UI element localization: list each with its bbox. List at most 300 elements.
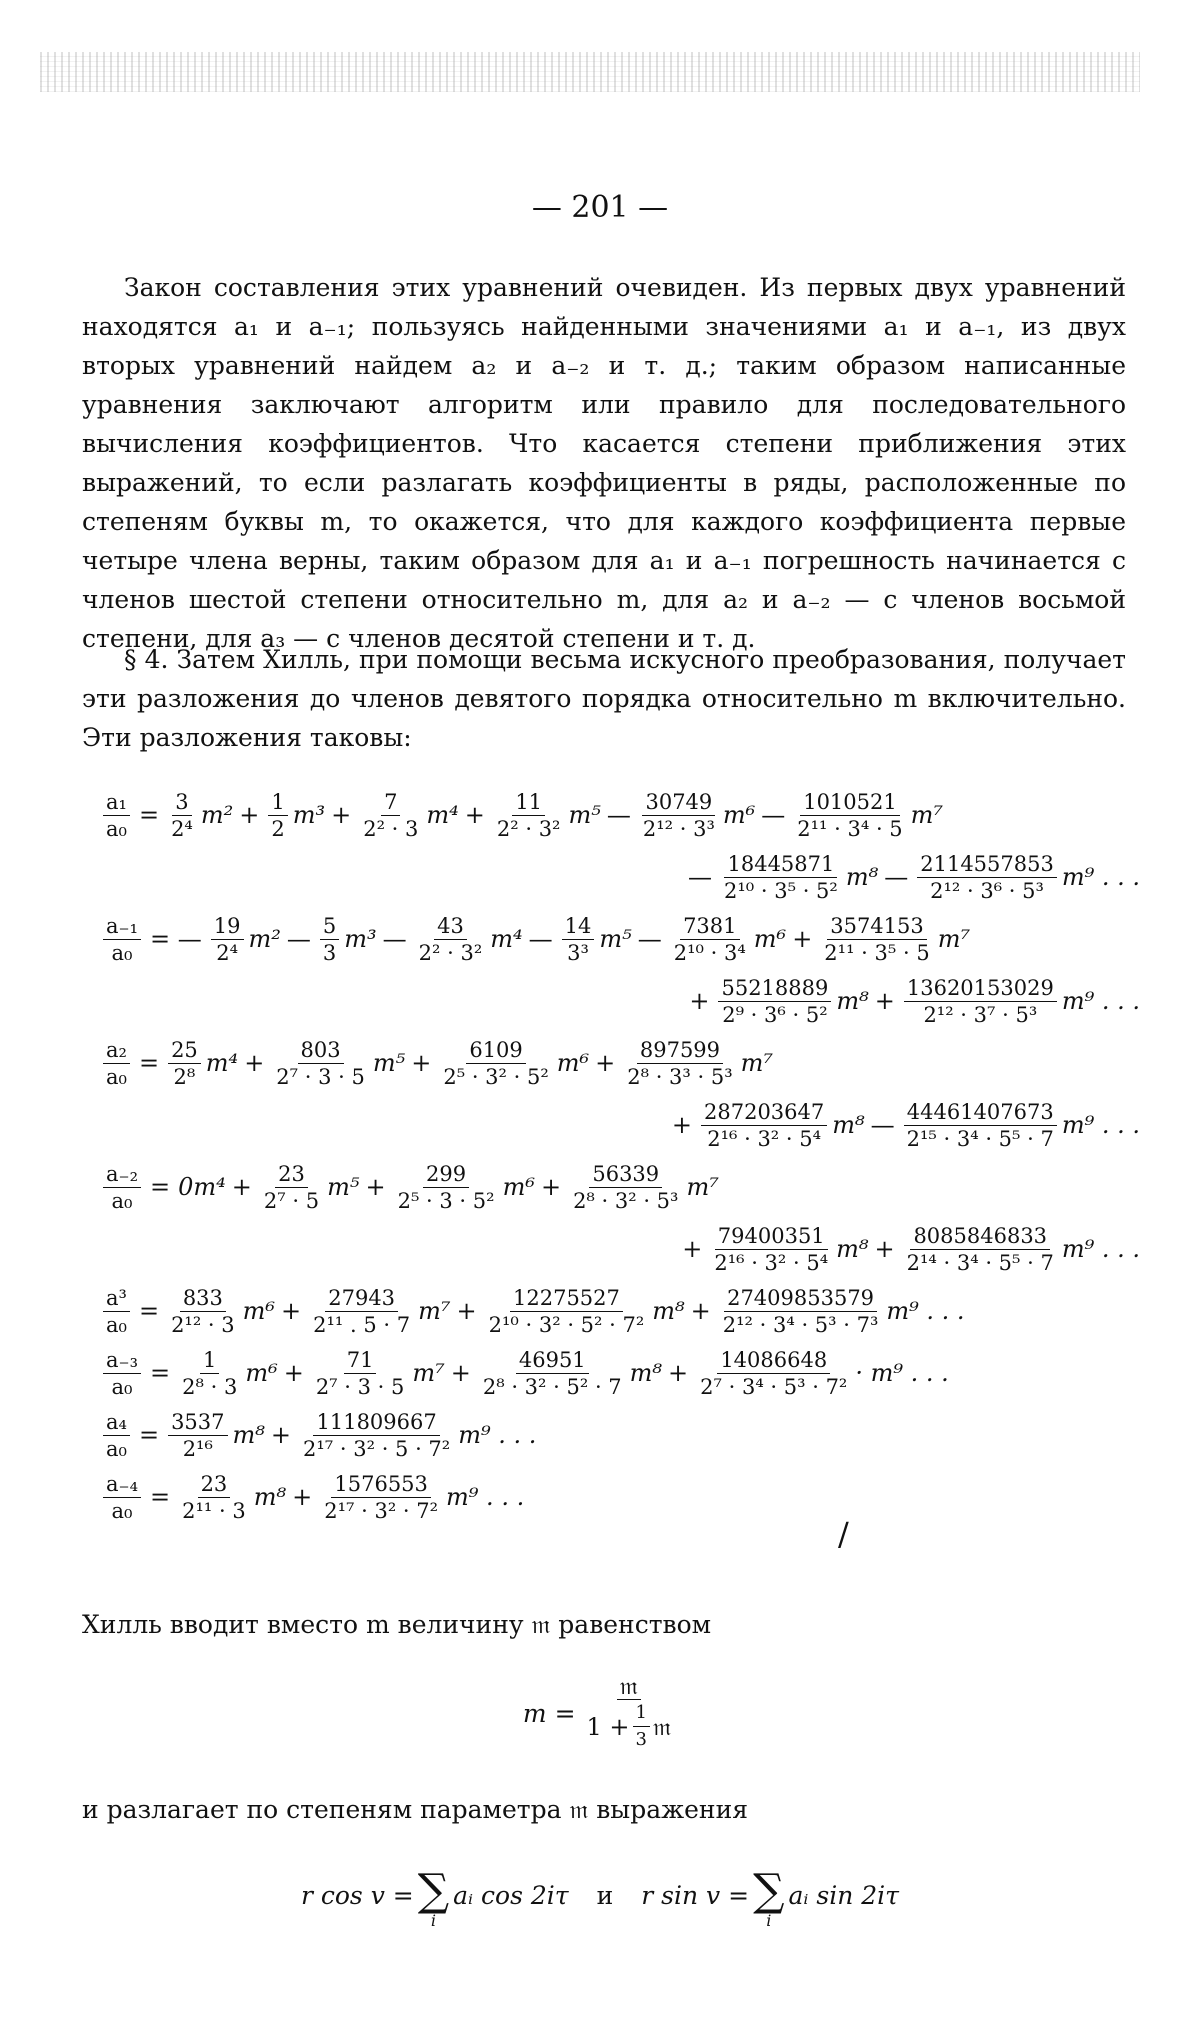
- equation-1-cont-term-0-m: m⁸: [836, 987, 869, 1015]
- equation-3-cont-term-0-frac-num: 79400351: [715, 1223, 828, 1250]
- equation-4-term-0: [133, 1285, 275, 1338]
- equation-1-cont-term-0-frac-den: 2⁹ · 3⁶ · 5²: [722, 1002, 828, 1027]
- equation-1-term-0-frac-den: 2⁴: [216, 940, 239, 965]
- equation-2-cont-term-0: [666, 1099, 865, 1152]
- paragraph-2: § 4. Затем Хилль, при помощи весьма искусного преобразования, получает эти разложения до членов девятого порядка относительно m включительно. Эти разложения таковы:: [82, 645, 1126, 752]
- equation-2-term-1: [238, 1037, 405, 1090]
- equation-1-term-1-frac-den: 3: [322, 940, 337, 965]
- equation-7-term-0-frac-den: 2¹¹ · 3: [182, 1498, 246, 1523]
- equation-4-term-2-frac-den: 2¹⁰ · 3² · 5² · 7²: [488, 1312, 645, 1337]
- equation-line-5: [100, 1338, 1140, 1408]
- paragraph-3-container: [82, 1605, 1126, 1644]
- equation-2-term-0: [133, 1037, 238, 1090]
- equation-0-term-1-frac-num: 1: [268, 789, 287, 816]
- equation-5-term-0-frac-num: 1: [200, 1347, 219, 1374]
- equation-line-1: [100, 904, 1140, 974]
- equation-3-lhs-den: a₀: [111, 1188, 133, 1213]
- equation-0-term-2-op: +: [331, 801, 352, 829]
- equation-4-term-3-op: +: [690, 1297, 711, 1325]
- equation-1-term-1-frac-num: 5: [320, 913, 339, 940]
- equation-2-cont-term-0-frac-den: 2¹⁶ · 3² · 5⁴: [707, 1126, 822, 1151]
- equation-0-term-4-frac-num: 30749: [642, 789, 715, 816]
- equation-4-term-0-frac-den: 2¹² · 3: [171, 1312, 235, 1337]
- equation-5-term-2-m: m⁸: [629, 1359, 663, 1387]
- equation-4-term-3-m: m⁹ . . .: [886, 1297, 965, 1325]
- equation-0-lhs: [103, 789, 130, 842]
- final-eq-left-sum: aᵢ cos 2iτ: [453, 1880, 569, 1910]
- equation-0-term-4-frac: [640, 789, 718, 842]
- equation-0-term-3: [459, 789, 601, 842]
- equation-0-term-2: [325, 789, 459, 842]
- equation-0-term-0-op: =: [138, 801, 160, 829]
- equation-4-term-0-frac-num: 833: [180, 1285, 226, 1312]
- equation-1-cont-term-1-frac: [904, 975, 1057, 1028]
- equation-4-term-2-op: +: [456, 1297, 477, 1325]
- equation-2-term-3-frac-den: 2⁸ · 3³ · 5³: [627, 1064, 733, 1089]
- equation-3-term-1-frac-den: 2⁷ · 5: [263, 1188, 320, 1213]
- equation-line-1-cont: [100, 966, 1140, 1036]
- equation-2-lhs-den: a₀: [106, 1064, 127, 1089]
- equation-0-lhs-num: a₁: [103, 789, 130, 816]
- equation-0-cont-term-0: [682, 851, 878, 904]
- equation-4-term-2-frac: [486, 1285, 648, 1338]
- series-expansions: [100, 780, 1140, 1580]
- equation-6-term-1-frac-den: 2¹⁷ · 3² · 5 · 7²: [303, 1436, 451, 1461]
- equation-0-term-0: [133, 789, 233, 842]
- equation-0-term-2-frac-num: 7: [381, 789, 400, 816]
- paragraph-1: Закон составления этих уравнений очевиден. Из первых двух уравнений находятся a₁ и a₋₁; пользуясь найденными значениями a₁ и a₋₁, из двух вторых уравнений найдем a₂ и a₋₂ и т. д.; таким образом написанные уравнения заключают алгоритм или правило для последовательного вычисления коэффициентов. Что касается степени приближения этих выражений, то если разлагать коэффициенты в ряды, расположенные по степеням буквы m, то окажется, что для каждого коэффициента первые четыре члена верны, таким образом для a₁ и a₋₁ погрешность начинается с членов шестой степени относительно m, для a₂ и a₋₂ — с членов восьмой степени, для a₃ — с членов десятой степени и т. д.: [82, 273, 1126, 653]
- equation-1-cont-term-1-m: m⁹ . . .: [1061, 987, 1140, 1015]
- equation-1-term-2-frac-num: 43: [434, 913, 467, 940]
- equation-6-term-0-frac-den: 2¹⁶: [182, 1436, 213, 1461]
- equation-5-term-0: [144, 1347, 278, 1400]
- equation-1-term-2-frac-den: 2² · 3²: [418, 940, 483, 965]
- equation-0-term-1: [233, 789, 325, 842]
- equation-2-cont-term-1-op: —: [870, 1111, 895, 1139]
- equation-0-cont-term-0-frac: [721, 851, 841, 904]
- equation-1-term-3-m: m⁵: [599, 925, 632, 953]
- equation-3-term-1: [226, 1161, 360, 1214]
- equation-6-lhs-num: a₄: [103, 1409, 130, 1436]
- equation-2-lhs: [103, 1037, 130, 1090]
- equation-1-term-4-m: m⁶: [753, 925, 787, 953]
- equation-7-term-1-op: +: [292, 1483, 313, 1511]
- equation-2-term-2-m: m⁶: [556, 1049, 590, 1077]
- equation-1-term-2-frac: [416, 913, 486, 966]
- equation-4-term-1-m: m⁷: [418, 1297, 451, 1325]
- equation-7-lhs-den: a₀: [111, 1498, 133, 1523]
- final-eq-right: r sin v =: [641, 1880, 750, 1910]
- equation-0-term-1-frac: [268, 789, 287, 842]
- final-eq-right-sum: aᵢ sin 2iτ: [788, 1880, 899, 1910]
- equation-2-term-3-m: m⁷: [740, 1049, 774, 1077]
- equation-5-term-0-frac: [179, 1347, 240, 1400]
- equation-1-term-3: [523, 913, 632, 966]
- m-eq-denominator: [584, 1700, 675, 1753]
- equation-2-term-3-op: +: [595, 1049, 616, 1077]
- equation-5-lhs-den: a₀: [111, 1374, 133, 1399]
- equation-5-term-2-frac: [480, 1347, 625, 1400]
- final-eq-mid: и: [596, 1880, 614, 1910]
- equation-1-term-4-frac-den: 2¹⁰ · 3⁴: [673, 940, 746, 965]
- equation-2-term-2: [405, 1037, 589, 1090]
- equation-line-3-cont: [100, 1214, 1140, 1284]
- equation-3-lhs-num: a₋₂: [103, 1161, 141, 1188]
- equation-3-term-0-op: =: [150, 1173, 171, 1201]
- equation-3-term-1-frac: [261, 1161, 322, 1214]
- paragraph-4-container: [82, 1790, 1126, 1829]
- equation-1-cont-term-1: [869, 975, 1140, 1028]
- equation-2-term-3-frac-num: 897599: [637, 1037, 723, 1064]
- equation-3-cont-term-1-frac-den: 2¹⁴ · 3⁴ · 5⁵ · 7: [906, 1250, 1054, 1275]
- equation-1-cont-term-0-frac-num: 55218889: [718, 975, 831, 1002]
- equation-0-cont-term-1-m: m⁹ . . .: [1061, 863, 1140, 891]
- equation-1-term-5: [786, 913, 970, 966]
- equation-0-cont-term-1-frac-num: 2114557853: [917, 851, 1057, 878]
- equation-0-cont-term-0-m: m⁸: [845, 863, 879, 891]
- equation-2-cont-term-1-frac-den: 2¹⁵ · 3⁴ · 5⁵ · 7: [906, 1126, 1054, 1151]
- equation-1-term-4-frac: [671, 913, 749, 966]
- equation-3-term-2-frac-den: 2⁵ · 3 · 5²: [397, 1188, 495, 1213]
- equation-3-term-2-frac: [395, 1161, 498, 1214]
- equation-0-term-5-frac: [794, 789, 905, 842]
- equation-1-cont-term-0-op: +: [689, 987, 710, 1015]
- equation-0-term-1-frac-den: 2: [271, 816, 285, 841]
- equation-4-term-0-frac: [168, 1285, 238, 1338]
- equation-3-cont-term-1-frac-num: 8085846833: [910, 1223, 1050, 1250]
- equation-line-2: [100, 1028, 1140, 1098]
- equation-0-term-5: [755, 789, 943, 842]
- equation-1-term-1-frac: [320, 913, 339, 966]
- equation-2-cont-term-1-frac: [904, 1099, 1057, 1152]
- equation-5-lhs: [103, 1347, 141, 1400]
- equation-5-term-3-m: · m⁹ . . .: [855, 1359, 949, 1387]
- equation-0-term-3-frac: [494, 789, 564, 842]
- equation-4-term-2-m: m⁸: [652, 1297, 685, 1325]
- equation-1-lhs: [103, 913, 141, 966]
- equation-7-lhs: [103, 1471, 141, 1524]
- equation-1-term-5-frac-den: 2¹¹ · 3⁵ · 5: [824, 940, 930, 965]
- equation-6-term-1-m: m⁹ . . .: [458, 1421, 537, 1449]
- equation-2-term-1-frac-den: 2⁷ · 3 · 5: [276, 1064, 365, 1089]
- equation-5-term-3-frac-num: 14086648: [717, 1347, 830, 1374]
- equation-6-term-1: [265, 1409, 536, 1462]
- equation-7-term-0-op: =: [150, 1483, 171, 1511]
- equation-5-term-1-op: +: [283, 1359, 304, 1387]
- equation-line-2-cont: [100, 1090, 1140, 1160]
- equation-0-cont-term-0-frac-den: 2¹⁰ · 3⁵ · 5²: [724, 878, 838, 903]
- equation-1-term-2: [377, 913, 523, 966]
- m-eq-den-b: 𝔪: [653, 1712, 672, 1741]
- equation-3-cont-term-0: [676, 1223, 868, 1276]
- equation-2-term-1-frac: [273, 1037, 368, 1090]
- equation-1-term-5-frac-num: 3574153: [827, 913, 927, 940]
- equation-1-term-5-frac: [821, 913, 932, 966]
- margin-mark: /: [838, 1515, 849, 1553]
- m-eq-den-num: 1: [633, 1700, 650, 1727]
- equation-3-cont-term-0-frac: [711, 1223, 831, 1276]
- equation-1-term-4-frac-num: 7381: [680, 913, 739, 940]
- equation-1-term-2-m: m⁴: [490, 925, 523, 953]
- equation-6-term-0-frac-num: 3537: [168, 1409, 227, 1436]
- equation-1-term-1-m: m³: [344, 925, 377, 953]
- equation-1-term-1-op: —: [286, 925, 311, 953]
- equation-0-term-1-op: +: [239, 801, 260, 829]
- equation-7-term-0-frac: [179, 1471, 249, 1524]
- equation-7-lhs-num: a₋₄: [103, 1471, 141, 1498]
- equation-5-term-2-op: +: [450, 1359, 471, 1387]
- equation-0-term-2-frac: [360, 789, 421, 842]
- equation-4-lhs: [103, 1285, 130, 1338]
- equation-0-cont-term-1-frac: [917, 851, 1057, 904]
- equation-5-term-3-frac-den: 2⁷ · 3⁴ · 5³ · 7²: [700, 1374, 848, 1399]
- equation-3-term-1-m: m⁵: [327, 1173, 360, 1201]
- equation-1-term-3-frac-den: 3³: [567, 940, 589, 965]
- equation-3-cont-term-1: [869, 1223, 1140, 1276]
- equation-3-term-2: [359, 1161, 534, 1214]
- equation-4-term-1-frac: [310, 1285, 413, 1338]
- equation-2-term-0-frac: [168, 1037, 201, 1090]
- equation-6-lhs-den: a₀: [106, 1436, 127, 1461]
- paragraph-3: Хилль вводит вместо m величину 𝔪 равенством: [82, 1610, 712, 1639]
- equation-3-term-0-m: 0m⁴: [178, 1173, 226, 1201]
- final-equation: [0, 1850, 1200, 1940]
- m-eq-den-fraction: [633, 1700, 650, 1753]
- equation-0-term-3-frac-den: 2² · 3²: [496, 816, 561, 841]
- equation-4-term-1-frac-den: 2¹¹ . 5 · 7: [313, 1312, 411, 1337]
- equation-2-term-3-frac: [624, 1037, 735, 1090]
- equation-6-term-1-frac-num: 111809667: [313, 1409, 439, 1436]
- equation-1-term-5-op: +: [792, 925, 813, 953]
- equation-0-term-4: [601, 789, 755, 842]
- equation-3-lhs: [103, 1161, 141, 1214]
- equation-4-term-1: [275, 1285, 450, 1338]
- equation-5-term-0-m: m⁶: [245, 1359, 278, 1387]
- equation-6-term-0-m: m⁸: [232, 1421, 265, 1449]
- equation-6-term-0-frac: [168, 1409, 227, 1462]
- equation-5-term-2: [445, 1347, 662, 1400]
- equation-4-term-0-op: =: [138, 1297, 160, 1325]
- equation-7-term-0: [144, 1471, 286, 1524]
- equation-3-cont-term-1-op: +: [874, 1235, 895, 1263]
- equation-3-term-2-op: +: [365, 1173, 386, 1201]
- equation-3-cont-term-0-m: m⁸: [836, 1235, 869, 1263]
- equation-5-term-0-op: =: [150, 1359, 171, 1387]
- sum-index-right: i: [766, 1910, 772, 1930]
- equation-2-lhs-num: a₂: [103, 1037, 130, 1064]
- equation-5-term-0-frac-den: 2⁸ · 3: [182, 1374, 238, 1399]
- m-eq-lhs: m =: [522, 1698, 576, 1728]
- equation-3-term-2-frac-num: 299: [423, 1161, 469, 1188]
- equation-4-term-3: [685, 1285, 965, 1338]
- equation-5-term-3-op: +: [668, 1359, 689, 1387]
- equation-1-term-0-frac: [211, 913, 244, 966]
- equation-1-term-1: [281, 913, 377, 966]
- equation-3-cont-term-1-m: m⁹ . . .: [1061, 1235, 1140, 1263]
- equation-1-term-4: [632, 913, 786, 966]
- equation-0-term-0-frac-den: 2⁴: [171, 816, 193, 841]
- equation-3-term-3-frac-num: 56339: [589, 1161, 662, 1188]
- equation-2-term-0-frac-den: 2⁸: [173, 1064, 196, 1089]
- equation-4-term-2-frac-num: 12275527: [510, 1285, 623, 1312]
- equation-6-term-1-frac: [300, 1409, 453, 1462]
- equation-1-term-0-op: = —: [150, 925, 202, 953]
- equation-2-term-0-op: =: [138, 1049, 160, 1077]
- equation-1-cont-term-0: [683, 975, 868, 1028]
- equation-2-cont-term-0-frac: [701, 1099, 827, 1152]
- equation-0-term-2-m: m⁴: [426, 801, 459, 829]
- paragraph-4: и разлагает по степеням параметра 𝔪 выражения: [82, 1795, 749, 1824]
- equation-0-cont-term-1: [878, 851, 1140, 904]
- equation-5-term-3: [662, 1347, 949, 1400]
- equation-3-term-1-frac-num: 23: [275, 1161, 308, 1188]
- equation-6-term-0-op: =: [138, 1421, 160, 1449]
- equation-line-3: [100, 1152, 1140, 1222]
- equation-2-cont-term-0-frac-num: 287203647: [701, 1099, 827, 1126]
- equation-2-term-1-op: +: [244, 1049, 265, 1077]
- equation-0-term-0-frac: [168, 789, 196, 842]
- sum-index-left: i: [430, 1910, 436, 1930]
- equation-3-term-3-frac-den: 2⁸ · 3² · 5³: [573, 1188, 679, 1213]
- equation-4-term-3-frac: [720, 1285, 882, 1338]
- equation-7-term-0-frac-num: 23: [198, 1471, 231, 1498]
- equation-0-term-0-frac-num: 3: [172, 789, 191, 816]
- equation-2-term-0-frac-num: 25: [168, 1037, 201, 1064]
- equation-4-term-3-frac-num: 27409853579: [724, 1285, 877, 1312]
- equation-3-cont-term-1-frac: [904, 1223, 1057, 1276]
- equation-6-lhs: [103, 1409, 130, 1462]
- equation-0-term-4-m: m⁶: [722, 801, 756, 829]
- sigma-left-icon: ∑: [417, 1864, 450, 1916]
- equation-1-cont-term-1-op: +: [874, 987, 895, 1015]
- equation-2-term-0-m: m⁴: [205, 1049, 239, 1077]
- equation-1-term-3-frac: [562, 913, 595, 966]
- equation-0-term-5-m: m⁷: [910, 801, 944, 829]
- equation-0-cont-term-1-frac-den: 2¹² · 3⁶ · 5³: [930, 878, 1044, 903]
- equation-4-lhs-num: a³: [103, 1285, 130, 1312]
- equation-2-cont-term-0-op: +: [671, 1111, 692, 1139]
- equation-7-term-1-frac: [321, 1471, 441, 1524]
- equation-1-term-5-m: m⁷: [937, 925, 971, 953]
- equation-0-term-5-frac-den: 2¹¹ · 3⁴ · 5: [797, 816, 903, 841]
- equation-0-term-3-frac-num: 11: [512, 789, 545, 816]
- equation-5-term-2-frac-num: 46951: [516, 1347, 589, 1374]
- equation-7-term-1: [286, 1471, 524, 1524]
- equation-5-term-1-m: m⁷: [412, 1359, 445, 1387]
- equation-line-0-cont: [100, 842, 1140, 912]
- equation-1-term-3-frac-num: 14: [562, 913, 595, 940]
- scan-noise-strip: [40, 52, 1140, 92]
- equation-4-term-0-m: m⁶: [242, 1297, 276, 1325]
- page-number: — 201 —: [531, 190, 669, 225]
- m-eq-den-den: 3: [635, 1729, 647, 1750]
- equation-3-term-1-op: +: [231, 1173, 252, 1201]
- equation-5-lhs-num: a₋₃: [103, 1347, 141, 1374]
- equation-5-term-1-frac-den: 2⁷ · 3 · 5: [315, 1374, 405, 1399]
- equation-7-term-1-frac-den: 2¹⁷ · 3² · 7²: [324, 1498, 439, 1523]
- equation-4-lhs-den: a₀: [106, 1312, 127, 1337]
- equation-0-lhs-den: a₀: [106, 816, 127, 841]
- paragraph-1-container: [82, 268, 1126, 658]
- equation-0-cont-term-0-op: —: [688, 863, 713, 891]
- equation-2-term-1-m: m⁵: [372, 1049, 406, 1077]
- m-eq-den-a: 1 +: [586, 1712, 630, 1741]
- equation-0-term-3-op: +: [464, 801, 485, 829]
- equation-0-term-3-m: m⁵: [568, 801, 601, 829]
- equation-line-6: [100, 1400, 1140, 1470]
- equation-5-term-2-frac-den: 2⁸ · 3² · 5² · 7: [482, 1374, 622, 1399]
- equation-line-0: [100, 780, 1140, 850]
- sigma-right-icon: ∑: [753, 1864, 785, 1916]
- equation-3-cont-term-0-op: +: [682, 1235, 703, 1263]
- equation-1-lhs-den: a₀: [111, 940, 133, 965]
- equation-4-term-2: [451, 1285, 685, 1338]
- equation-0-cont-term-1-op: —: [884, 863, 909, 891]
- equation-4-term-1-op: +: [281, 1297, 302, 1325]
- equation-0-term-4-frac-den: 2¹² · 3³: [642, 816, 715, 841]
- sum-sign-left: [414, 1864, 453, 1930]
- equation-1-term-2-op: —: [382, 925, 407, 953]
- equation-1-lhs-num: a₋₁: [103, 913, 141, 940]
- sum-sign-right: [749, 1864, 788, 1930]
- m-eq-numerator: 𝔪: [617, 1673, 641, 1700]
- equation-3-term-3: [535, 1161, 719, 1214]
- equation-2-term-2-op: +: [411, 1049, 432, 1077]
- m-eq-fraction: [584, 1673, 675, 1753]
- final-eq-left: r cos v =: [300, 1880, 414, 1910]
- equation-2-term-2-frac-num: 6109: [466, 1037, 525, 1064]
- paragraph-2-container: [82, 640, 1126, 757]
- equation-5-term-3-frac: [697, 1347, 850, 1400]
- equation-1-term-3-op: —: [528, 925, 553, 953]
- equation-0-term-5-frac-num: 1010521: [800, 789, 900, 816]
- equation-7-term-0-m: m⁸: [253, 1483, 287, 1511]
- equation-7-term-1-frac-num: 1576553: [331, 1471, 431, 1498]
- equation-2-term-2-frac-den: 2⁵ · 3² · 5²: [443, 1064, 549, 1089]
- equation-0-cont-term-0-frac-num: 18445871: [724, 851, 837, 878]
- equation-3-term-2-m: m⁶: [502, 1173, 535, 1201]
- equation-1-term-0: [144, 913, 281, 966]
- equation-2-cont-term-1-m: m⁹ . . .: [1061, 1111, 1140, 1139]
- equation-0-term-1-m: m³: [292, 801, 326, 829]
- equation-2-term-3: [589, 1037, 773, 1090]
- equation-7-term-1-m: m⁹ . . .: [446, 1483, 525, 1511]
- equation-6-term-0: [133, 1409, 265, 1462]
- equation-2-cont-term-0-m: m⁸: [832, 1111, 865, 1139]
- equation-2-term-1-frac-num: 803: [298, 1037, 344, 1064]
- equation-5-term-1-frac: [313, 1347, 408, 1400]
- equation-1-cont-term-1-frac-num: 13620153029: [904, 975, 1057, 1002]
- equation-6-term-1-op: +: [270, 1421, 292, 1449]
- equation-1-term-0-m: m²: [248, 925, 281, 953]
- equation-0-term-0-m: m²: [200, 801, 234, 829]
- equation-1-term-4-op: —: [637, 925, 662, 953]
- equation-0-term-5-op: —: [761, 801, 786, 829]
- equation-3-term-3-op: +: [540, 1173, 562, 1201]
- m-definition-equation: [0, 1668, 1200, 1758]
- equation-1-cont-term-1-frac-den: 2¹² · 3⁷ · 5³: [923, 1002, 1038, 1027]
- equation-5-term-1-frac-num: 71: [344, 1347, 377, 1374]
- equation-2-cont-term-1-frac-num: 44461407673: [904, 1099, 1057, 1126]
- equation-5-term-1: [278, 1347, 445, 1400]
- equation-2-cont-term-1: [865, 1099, 1140, 1152]
- equation-3-term-0: [144, 1173, 226, 1201]
- equation-1-cont-term-0-frac: [718, 975, 831, 1028]
- equation-3-term-3-frac: [570, 1161, 681, 1214]
- equation-4-term-3-frac-den: 2¹² · 3⁴ · 5³ · 7³: [722, 1312, 879, 1337]
- equation-4-term-1-frac-num: 27943: [325, 1285, 398, 1312]
- equation-3-term-3-m: m⁷: [686, 1173, 719, 1201]
